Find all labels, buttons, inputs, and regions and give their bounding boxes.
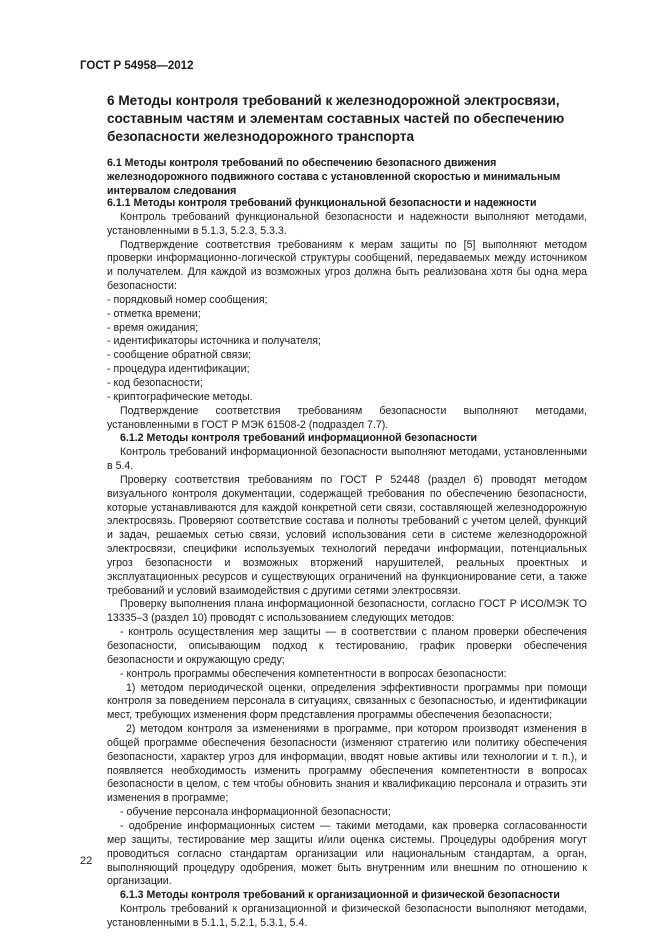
list-item: - идентификаторы источника и получателя;: [107, 335, 321, 348]
list-item: - криптографические методы.: [107, 390, 253, 403]
paragraph: Контроль требований информационной безопасности выполняют методами, установленными в 5.4.: [107, 446, 587, 473]
numbered-item: 2) методом контроля за изменениями в программе, при котором производят изменения в общей программе обеспечения безопасности (изменяют стратегию или политику обеспечения безопасности, характер угроз для информации, вводят новые активы или технологии и т. п.), и появляется необходимость изменить программу обеспечения компетентности в вопросах безопасности в целом, с тем чтобы обновить знания и квалификацию персонала и отразить эти изменения в программе;: [107, 723, 587, 805]
list-item: - код безопасности;: [107, 376, 203, 389]
list-item: - контроль программы обеспечения компетентности в вопросах безопасности:: [120, 667, 507, 680]
clause-heading: 6.1.2 Методы контроля требований информационной безопасности: [120, 432, 478, 445]
numbered-item: 1) методом периодической оценки, определения эффективности программы при помощи контроля за поведением персонала в ситуациях, связанных с безопасностью, и идентификации мест, требующих изменения форм представления программы обеспечения безопасности;: [107, 681, 587, 722]
section-title: 6 Методы контроля требований к железнодорожной электросвязи, составным частям и элементам составных частей по обеспечению безопасности железнодорожного транспорта: [107, 93, 565, 144]
paragraph: Подтверждение соответствия требованиям безопасности выполняют методами, установленными в ГОСТ Р МЭК 61508-2 (подраздел 7.7).: [107, 404, 587, 431]
list-item: - контроль осуществления мер защиты — в соответствии с планом проверки обеспечения безопасности, описывающим подход к тестированию, график проверки обеспечения безопасности и окружающую среду;: [107, 626, 587, 666]
list-item: - обучение персонала информационной безопасности;: [120, 806, 391, 819]
clause-heading: 6.1.1 Методы контроля требований функциональной безопасности и надежности: [107, 197, 537, 209]
paragraph: Контроль требований к организационной и физической безопасности выполняют методами, установленными в 5.1.1, 5.2.1, 5.3.1, 5.4.: [107, 903, 587, 929]
list-item: - порядковый номер сообщения;: [107, 293, 268, 306]
paragraph: Подтверждение соответствия требованиям к мерам защиты по [5] выполняют методом проверки информационно-логической структуры сообщений, передаваемых между источником и получателем. Для каждой из возможных угроз должна быть реализована хотя бы одна мера безопасности:: [107, 238, 587, 293]
document-header: ГОСТ Р 54958—2012: [80, 60, 194, 72]
paragraph: Контроль требований функциональной безопасности и надежности выполняют методами, установленными в 5.1.3, 5.2.3, 5.3.3.: [107, 210, 587, 237]
list-item: - сообщение обратной связи;: [107, 349, 252, 362]
list-item: - время ожидания;: [107, 321, 199, 334]
list-item: - одобрение информационных систем — такими методами, как проверка согласованности мер защиты, тестирование мер защиты и/или оценка системы. Процедуры одобрения могут проводиться согласно стандартам организации или национальным стандартам, а орган, выполняющий процедуру одобрения, может быть внутренним или внешним по отношению к организации.: [107, 819, 587, 888]
subsection-title: 6.1 Методы контроля требований по обеспечению безопасного движения железнодорожного подвижного состава с установленной скоростью и минимальным интервалом следования: [107, 157, 561, 197]
page-number: 22: [80, 855, 93, 867]
list-item: - отметка времени;: [107, 307, 201, 320]
paragraph: Проверку соответствия требованиям по ГОСТ Р 52448 (раздел 6) проводят методом визуального контроля документации, содержащей требования по обеспечению безопасности, которые устанавливаются для каждой конкретной сети связи, составляющей железнодорожную электросвязь. Проверяют соответствие состава и полноты требований с учетом целей, функций и задач, решаемых сетью связи, условий использования сети в системе железнодорожной электросвязи, специфики используемых технологий передачи информации, потенциальных угроз безопасности и возможных вторжений нарушителей, реальных проектных и эксплуатационных ресурсов и существующих ограничений на функционирование сети, а также требований и условий взаимодействия с другими сетями электросвязи.: [107, 473, 587, 597]
body-text: [107, 197, 587, 931]
clause-heading: 6.1.3 Методы контроля требований к организационной и физической безопасности: [120, 889, 560, 902]
paragraph: Проверку выполнения плана информационной безопасности, согласно ГОСТ Р ИСО/МЭК ТО 13335–3 (раздел 10) проводят с использованием следующих методов:: [107, 598, 587, 625]
list-item: - процедура идентификации;: [107, 363, 250, 376]
